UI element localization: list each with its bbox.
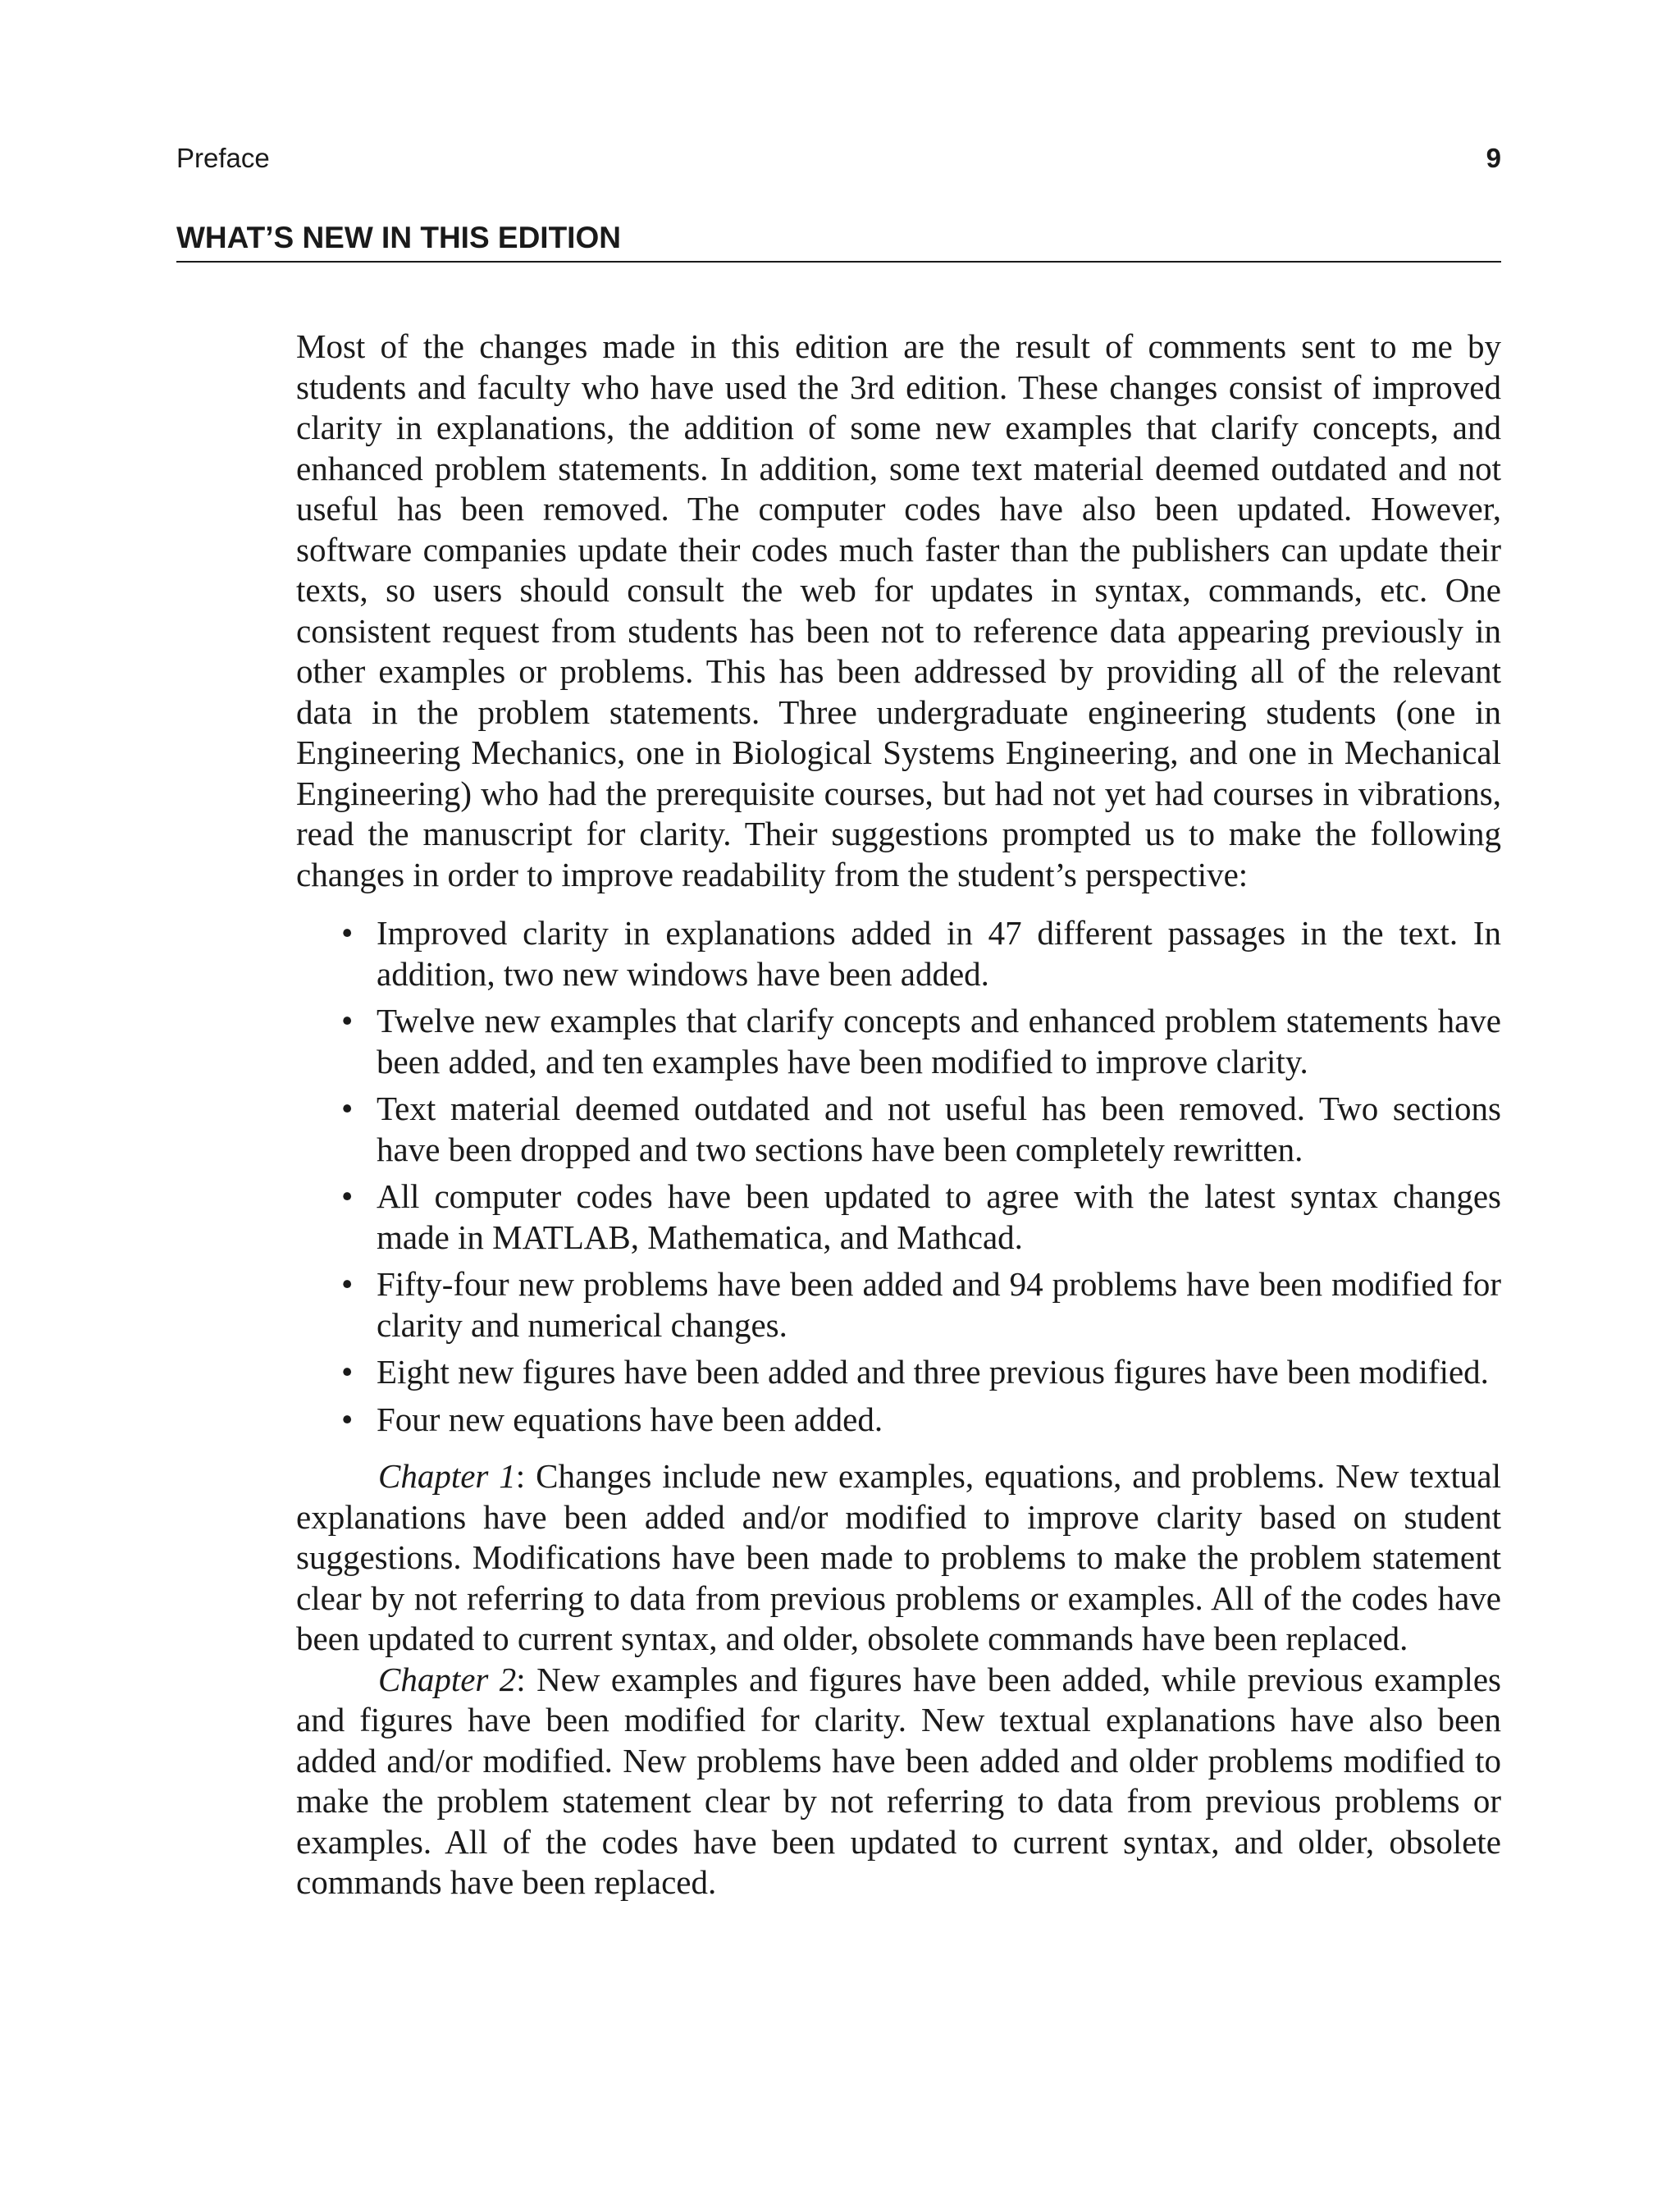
list-item: [296, 1001, 1501, 1082]
bullet-icon: •: [341, 1353, 354, 1391]
list-item-text: Four new equations have been added.: [377, 1400, 883, 1438]
bullet-icon: •: [341, 914, 354, 952]
chapter-1-label: Chapter 1: [378, 1457, 516, 1495]
bullet-icon: •: [341, 1265, 354, 1303]
list-item-text: Fifty-four new problems have been added and 94 problems have been modified for clarity and numerical changes.: [377, 1265, 1501, 1344]
chapter-2-label: Chapter 2: [378, 1660, 517, 1698]
bullet-icon: •: [341, 1002, 354, 1039]
list-item: [296, 913, 1501, 994]
running-head: [176, 138, 1501, 179]
section-heading: WHAT’S NEW IN THIS EDITION: [176, 215, 1501, 263]
list-item: [296, 1089, 1501, 1170]
chapter-1-paragraph: [296, 1456, 1501, 1660]
chapter-2-text: : New examples and figures have been added, while previous examples and figures have been modified for clarity. New textual explanations have also been added and/or modified. New problems have been added and older problems modified to make the problem statement clear by not referring to data from previous problems or examples. All of the codes have been updated to current syntax, and older, obsolete commands have been replaced.: [296, 1660, 1501, 1901]
chapter-2-paragraph: [296, 1660, 1501, 1903]
list-item: [296, 1352, 1501, 1393]
bullet-icon: •: [341, 1400, 354, 1438]
list-item-text: Eight new figures have been added and three previous figures have been modified.: [377, 1353, 1489, 1391]
list-item-text: Twelve new examples that clarify concepts and enhanced problem statements have been added, and ten examples have been modified to improve clarity.: [377, 1002, 1501, 1081]
bullet-icon: •: [341, 1177, 354, 1215]
list-item-text: All computer codes have been updated to agree with the latest syntax changes made in MATLAB, Mathematica, and Mathcad.: [377, 1177, 1501, 1256]
list-item: [296, 1400, 1501, 1441]
running-head-section: Preface: [176, 143, 270, 173]
intro-paragraph: Most of the changes made in this edition are the result of comments sent to me by students and faculty who have used the 3rd edition. These changes consist of improved clarity in explanations, the addition of some new examples that clarify concepts, and enhanced problem statements. In addition, some text material deemed outdated and not useful has been removed. The computer codes have also been updated. However, software companies update their codes much faster than the publishers can update their texts, so users should consult the web for updates in syntax, commands, etc. One consistent request from students has been not to reference data appearing previously in other examples or problems. This has been addressed by providing all of the relevant data in the problem statements. Three undergraduate engineering students (one in Engineering Mechanics, one in Biological Systems Engineering, and one in Mechanical Engineering) who had the prerequisite courses, but had not yet had courses in vibrations, read the manuscript for clarity. Their suggestions prompted us to make the following changes in order to improve readability from the student’s perspective:: [296, 327, 1501, 893]
list-item-text: Text material deemed outdated and not useful has been removed. Two sections have been dropped and two sections have been completely rewritten.: [377, 1090, 1501, 1168]
page-number: 9: [1486, 143, 1501, 173]
changes-list: [296, 913, 1501, 1440]
bullet-icon: •: [341, 1090, 354, 1127]
chapter-1-text: : Changes include new examples, equations, and problems. New textual explanations have been added and/or modified to improve clarity based on student suggestions. Modifications have been made to problems to make the problem statement clear by not referring to data from previous problems or examples. All of the codes have been updated to current syntax, and older, obsolete commands have been replaced.: [296, 1457, 1501, 1657]
list-item: [296, 1176, 1501, 1258]
list-item: [296, 1264, 1501, 1345]
list-item-text: Improved clarity in explanations added in 47 different passages in the text. In addition, two new windows have been added.: [377, 914, 1501, 993]
body-text: [296, 327, 1501, 1903]
